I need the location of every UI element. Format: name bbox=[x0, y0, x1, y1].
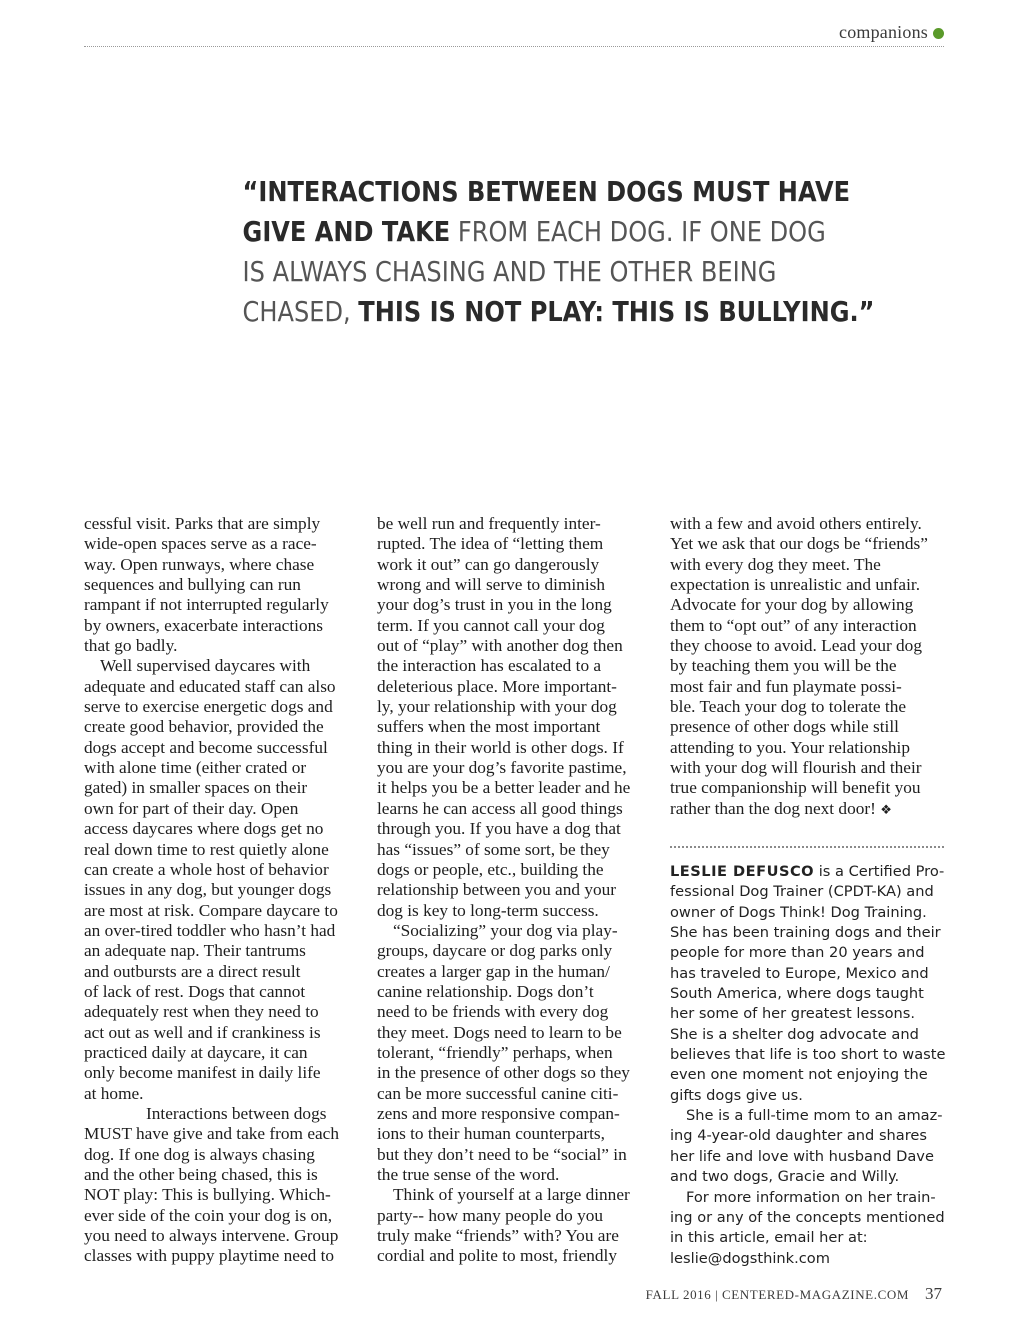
page-header bbox=[84, 20, 944, 47]
text-line: access daycares where dogs get no bbox=[84, 819, 324, 839]
text-line: relationship between you and your bbox=[377, 880, 616, 900]
text-line: and the other being chased, this is bbox=[84, 1165, 318, 1184]
text-line: term. If you cannot call your dog bbox=[377, 615, 605, 635]
text-line: by teaching them you will be the bbox=[670, 656, 897, 676]
text-line: classes with puppy playtime need to bbox=[84, 1246, 335, 1266]
text-line: She has been training dogs and their bbox=[670, 924, 941, 942]
text-line: your dog’s trust in you in the long bbox=[377, 595, 612, 615]
text-line: but they don’t need to be “social” in bbox=[377, 1144, 627, 1164]
text-line: an adequate nap. Their tantrums bbox=[84, 941, 306, 961]
text-line: South America, where dogs taught bbox=[670, 985, 924, 1003]
article-column-3 bbox=[670, 514, 945, 821]
issue-date: FALL 2016 bbox=[645, 1287, 712, 1302]
text-line: MUST have give and take from each bbox=[84, 1124, 339, 1144]
text-line: suffers when the most important bbox=[377, 717, 601, 737]
text-line: party-- how many people do you bbox=[377, 1205, 604, 1225]
author-name: LESLIE DEFUSCO bbox=[670, 863, 815, 880]
text-line: gifts dogs give us. bbox=[670, 1086, 803, 1104]
text-line: She is a shelter dog advocate and bbox=[670, 1025, 919, 1043]
text-line: ions to their human counterparts, bbox=[377, 1124, 605, 1144]
text-line: fessional Dog Trainer (CPDT-KA) and bbox=[670, 883, 934, 901]
text-line: be well run and frequently inter- bbox=[377, 514, 601, 533]
text-line: truly make “friends” with? You are bbox=[377, 1226, 619, 1246]
pull-quote-light-text: CHASED, bbox=[242, 295, 359, 328]
text-line: owner of Dogs Think! Dog Training. bbox=[670, 903, 927, 921]
text-line: cessful visit. Parks that are simply bbox=[84, 514, 321, 533]
text-line: most fair and fun playmate possi- bbox=[670, 676, 902, 696]
text-line: even one moment not enjoying the bbox=[670, 1066, 928, 1084]
text-line: serve to exercise energetic dogs and bbox=[84, 697, 333, 717]
text-line: with a few and avoid others entirely. bbox=[670, 514, 922, 533]
text-line: has “issues” of some sort, be they bbox=[377, 839, 610, 859]
text-line: Well supervised daycares with bbox=[100, 656, 311, 676]
text-line: and outbursts are a direct result bbox=[84, 961, 301, 981]
pull-quote-line bbox=[242, 252, 777, 292]
text-line: through you. If you have a dog that bbox=[377, 819, 621, 839]
text-line: creates a larger gap in the human/ bbox=[377, 961, 610, 981]
text-line: with your dog will flourish and their bbox=[670, 758, 922, 778]
text-line: believes that life is too short to waste bbox=[670, 1046, 946, 1064]
text-line: her life and love with husband Dave bbox=[670, 1147, 934, 1165]
text-line: need to be friends with every dog bbox=[377, 1002, 609, 1022]
text-line: has traveled to Europe, Mexico and bbox=[670, 964, 929, 982]
article-column-2 bbox=[377, 514, 655, 1267]
text-line: work it out” can go dangerously bbox=[377, 554, 600, 574]
text-line: in this article, email her at: bbox=[670, 1229, 868, 1247]
text-line: ever side of the coin your dog is on, bbox=[84, 1205, 333, 1225]
text-line: of lack of rest. Dogs that cannot bbox=[84, 981, 306, 1001]
text-line: thing in their world is other dogs. If bbox=[377, 737, 624, 757]
text-line: an over-tired toddler who hasn’t had bbox=[84, 920, 336, 940]
text-line: the true sense of the word. bbox=[377, 1165, 560, 1184]
text-line: with every dog they meet. The bbox=[670, 554, 881, 574]
author-bio bbox=[670, 862, 948, 1269]
text-line: at home. bbox=[84, 1083, 144, 1103]
text-line: canine relationship. Dogs don’t bbox=[377, 981, 594, 1001]
bio-text: is a Certified Pro- bbox=[814, 863, 945, 880]
pull-quote-bold-text: “INTERACTIONS BETWEEN DOGS MUST HAVE bbox=[242, 175, 851, 208]
text-line: NOT play: This is bullying. Which- bbox=[84, 1185, 331, 1205]
text-line: zens and more responsive compan- bbox=[377, 1103, 620, 1123]
footer-separator: | bbox=[715, 1287, 718, 1302]
text-line: gated) in smaller spaces on their bbox=[84, 778, 308, 798]
text-line: learns he can access all good things bbox=[377, 798, 623, 818]
text-line: For more information on her train- bbox=[686, 1188, 936, 1206]
text-line: wrong and will serve to diminish bbox=[377, 575, 605, 595]
text-line: issues in any dog, but younger dogs bbox=[84, 880, 332, 900]
text-line bbox=[670, 862, 948, 882]
text-line: ble. Teach your dog to tolerate the bbox=[670, 697, 907, 717]
text-line: out of “play” with another dog then bbox=[377, 636, 623, 656]
text-line: ly, your relationship with your dog bbox=[377, 697, 617, 717]
text-line: cordial and polite to most, friendly bbox=[377, 1246, 617, 1266]
text-line: her some of her greatest lessons. bbox=[670, 1005, 915, 1023]
article-column-1 bbox=[84, 514, 359, 1267]
text-line: attending to you. Your relationship bbox=[670, 737, 911, 757]
text-line: practiced daily at daycare, it can bbox=[84, 1042, 308, 1062]
text-line-content: rather than the dog next door! bbox=[670, 798, 876, 818]
text-line: you are your dog’s favorite pastime, bbox=[377, 758, 627, 778]
text-line: expectation is unrealistic and unfair. bbox=[670, 575, 921, 595]
text-line: dog. If one dog is always chasing bbox=[84, 1144, 315, 1164]
text-line: are most at risk. Compare daycare to bbox=[84, 900, 338, 920]
text-line: ing or any of the concepts mentioned bbox=[670, 1208, 945, 1226]
page-footer bbox=[646, 1284, 942, 1304]
magazine-site: CENTERED-MAGAZINE.COM bbox=[721, 1287, 909, 1302]
text-line: adequately rest when they need to bbox=[84, 1002, 319, 1022]
text-line: Interactions between dogs bbox=[146, 1103, 327, 1123]
text-line bbox=[670, 799, 945, 821]
pull-quote bbox=[242, 172, 875, 332]
end-of-article-icon: ❖ bbox=[880, 802, 892, 818]
text-line: with alone time (either crated or bbox=[84, 758, 307, 778]
text-line: and two dogs, Gracie and Willy. bbox=[670, 1168, 900, 1186]
text-line: sequences and bullying can run bbox=[84, 575, 301, 595]
author-email[interactable]: leslie@dogsthink.com bbox=[670, 1249, 830, 1267]
text-line: true companionship will benefit you bbox=[670, 778, 921, 798]
text-line: only become manifest in daily life bbox=[84, 1063, 321, 1083]
pull-quote-bold-text: THIS IS NOT PLAY: THIS IS BULLYING.” bbox=[358, 295, 875, 328]
text-line: ing 4-year-old daughter and shares bbox=[670, 1127, 928, 1145]
page-number: 37 bbox=[925, 1284, 942, 1303]
text-line: people for more than 20 years and bbox=[670, 944, 925, 962]
pull-quote-line bbox=[242, 292, 875, 332]
text-line: by owners, exacerbate interactions bbox=[84, 615, 323, 635]
text-line: tolerant, “friendly” perhaps, when bbox=[377, 1042, 613, 1062]
text-line: them to “opt out” of any interaction bbox=[670, 615, 917, 635]
text-line: they choose to avoid. Lead your dog bbox=[670, 636, 922, 656]
text-line: act out as well and if crankiness is bbox=[84, 1022, 321, 1042]
text-line: presence of other dogs while still bbox=[670, 717, 899, 737]
text-line: rupted. The idea of “letting them bbox=[377, 534, 604, 554]
pull-quote-light-text: FROM EACH DOG. IF ONE DOG bbox=[450, 215, 826, 248]
pull-quote-light-text: IS ALWAYS CHASING AND THE OTHER BEING bbox=[242, 255, 777, 288]
text-line: wide-open spaces serve as a race- bbox=[84, 534, 317, 554]
text-line: the interaction has escalated to a bbox=[377, 656, 602, 676]
text-line: Advocate for your dog by allowing bbox=[670, 595, 914, 615]
text-line: dogs or people, etc., building the bbox=[377, 859, 604, 879]
pull-quote-line bbox=[242, 212, 826, 252]
pull-quote-bold-text: GIVE AND TAKE bbox=[242, 215, 451, 248]
text-line: they meet. Dogs need to learn to be bbox=[377, 1022, 622, 1042]
text-line: deleterious place. More important- bbox=[377, 676, 617, 696]
text-line: can be more successful canine citi- bbox=[377, 1083, 619, 1103]
text-line: rampant if not interrupted regularly bbox=[84, 595, 329, 615]
text-line: it helps you be a better leader and he bbox=[377, 778, 631, 798]
section-label: companions bbox=[839, 22, 928, 42]
text-line: Think of yourself at a large dinner bbox=[393, 1185, 630, 1205]
text-line: in the presence of other dogs so they bbox=[377, 1063, 630, 1083]
text-line: real down time to rest quietly alone bbox=[84, 839, 329, 859]
pull-quote-line bbox=[242, 172, 851, 212]
text-line: that go badly. bbox=[84, 636, 178, 656]
text-line: She is a full-time mom to an amaz- bbox=[686, 1107, 943, 1125]
text-line: “Socializing” your dog via play- bbox=[393, 920, 618, 940]
bio-divider bbox=[670, 846, 944, 848]
text-line: you need to always intervene. Group bbox=[84, 1226, 339, 1246]
text-line: create good behavior, provided the bbox=[84, 717, 324, 737]
text-line: way. Open runways, where chase bbox=[84, 554, 315, 574]
text-line: dogs accept and become successful bbox=[84, 737, 328, 757]
text-line: groups, daycare or dog parks only bbox=[377, 941, 613, 961]
text-line: own for part of their day. Open bbox=[84, 798, 299, 818]
section-dot-icon bbox=[933, 28, 944, 39]
text-line: adequate and educated staff can also bbox=[84, 676, 336, 696]
text-line: can create a whole host of behavior bbox=[84, 859, 329, 879]
text-line: Yet we ask that our dogs be “friends” bbox=[670, 534, 928, 554]
text-line: dog is key to long-term success. bbox=[377, 900, 599, 920]
